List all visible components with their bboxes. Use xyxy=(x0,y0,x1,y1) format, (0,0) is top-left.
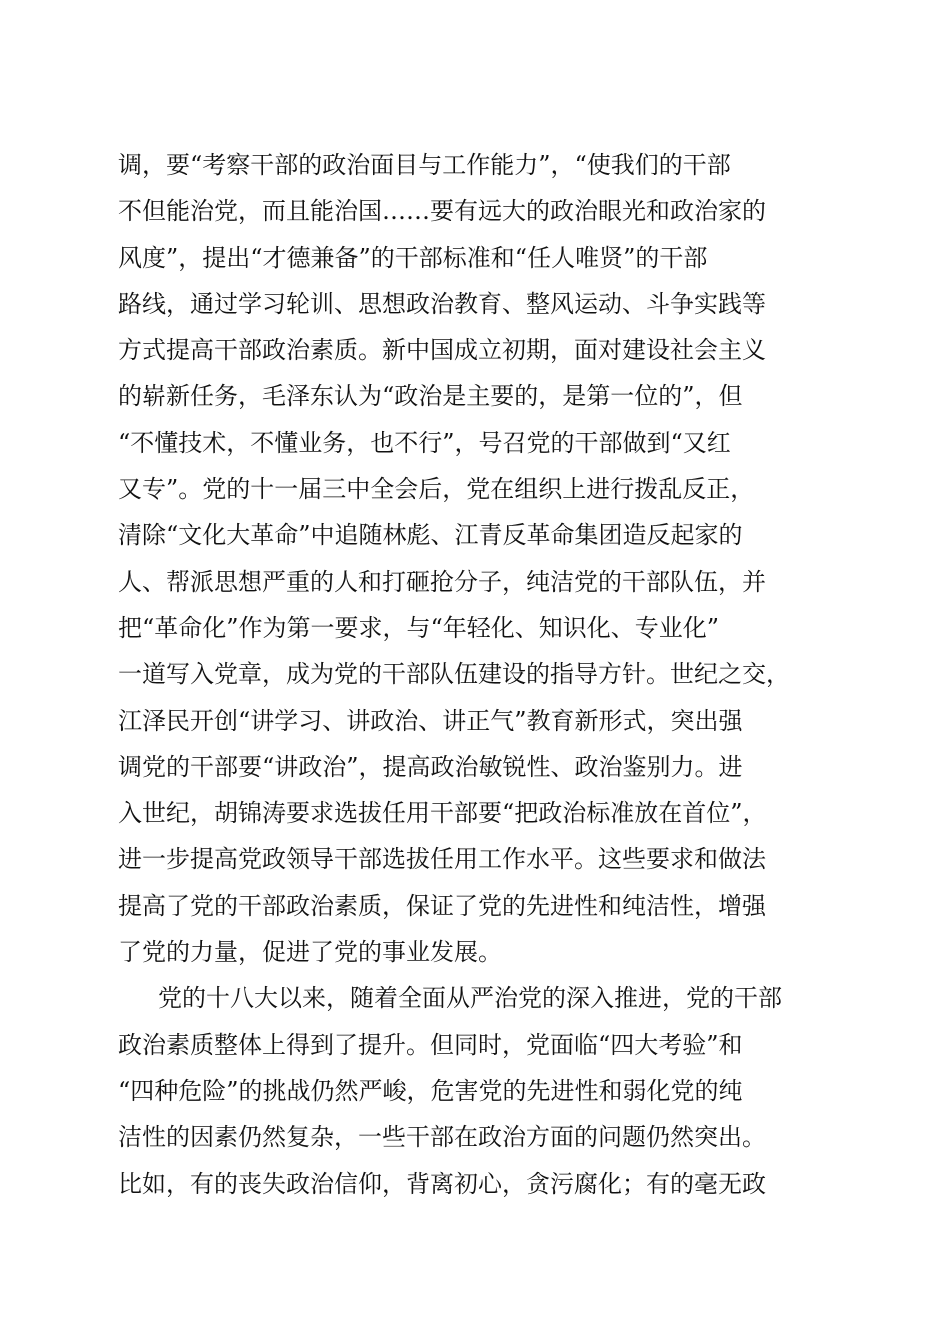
text-line: 比如，有的丧失政治信仰，背离初心，贪污腐化；有的毫无政 xyxy=(118,1169,766,1198)
text-line: 入世纪，胡锦涛要求选拔任用干部要“把政治标准放在首位”， xyxy=(118,799,767,828)
text-line: “不懂技术，不懂业务，也不行”，号召党的干部做到“又红 xyxy=(118,428,731,457)
text-line: 政治素质整体上得到了提升。但同时，党面临“四大考验”和 xyxy=(118,1030,743,1059)
text-line: 了党的力量，促进了党的事业发展。 xyxy=(118,938,502,967)
text-line: 调党的干部要“讲政治”，提高政治敏锐性、政治鉴别力。进 xyxy=(118,752,743,781)
text-line: 提高了党的干部政治素质，保证了党的先进性和纯洁性，增强 xyxy=(118,891,766,920)
text-line: 风度”，提出“才德兼备”的干部标准和“任人唯贤”的干部 xyxy=(118,243,708,272)
text-line: 洁性的因素仍然复杂，一些干部在政治方面的问题仍然突出。 xyxy=(118,1123,766,1152)
text-line: 一道写入党章，成为党的干部队伍建设的指导方针。世纪之交， xyxy=(118,660,790,689)
text-line: “四种危险”的挑战仍然严峻，危害党的先进性和弱化党的纯 xyxy=(118,1076,743,1105)
text-line: 调，要“考察干部的政治面目与工作能力”，“使我们的干部 xyxy=(118,151,731,179)
text-line: 人、帮派思想严重的人和打砸抢分子，纯洁党的干部队伍，并 xyxy=(118,567,766,596)
text-line: 又专”。党的十一届三中全会后，党在组织上进行拨乱反正， xyxy=(118,475,755,504)
text-line: 路线，通过学习轮训、思想政治教育、整风运动、斗争实践等 xyxy=(118,289,766,318)
text-line: 进一步提高党政领导干部选拔任用工作水平。这些要求和做法 xyxy=(118,845,766,874)
text-line: 的崭新任务，毛泽东认为“政治是主要的，是第一位的”，但 xyxy=(118,382,743,411)
text-line: 江泽民开创“讲学习、讲政治、讲正气”教育新形式，突出强 xyxy=(118,706,743,735)
text-line: 清除“文化大革命”中追随林彪、江青反革命集团造反起家的 xyxy=(118,521,743,550)
body-text xyxy=(118,142,840,1207)
text-line: 不但能治党，而且能治国……要有远大的政治眼光和政治家的 xyxy=(118,197,766,226)
paragraph-first-line: 党的十八大以来，随着全面从严治党的深入推进，党的干部 xyxy=(158,984,782,1013)
text-line: 把“革命化”作为第一要求，与“年轻化、知识化、专业化” xyxy=(118,613,720,642)
text-line: 方式提高干部政治素质。新中国成立初期，面对建设社会主义 xyxy=(118,336,766,365)
